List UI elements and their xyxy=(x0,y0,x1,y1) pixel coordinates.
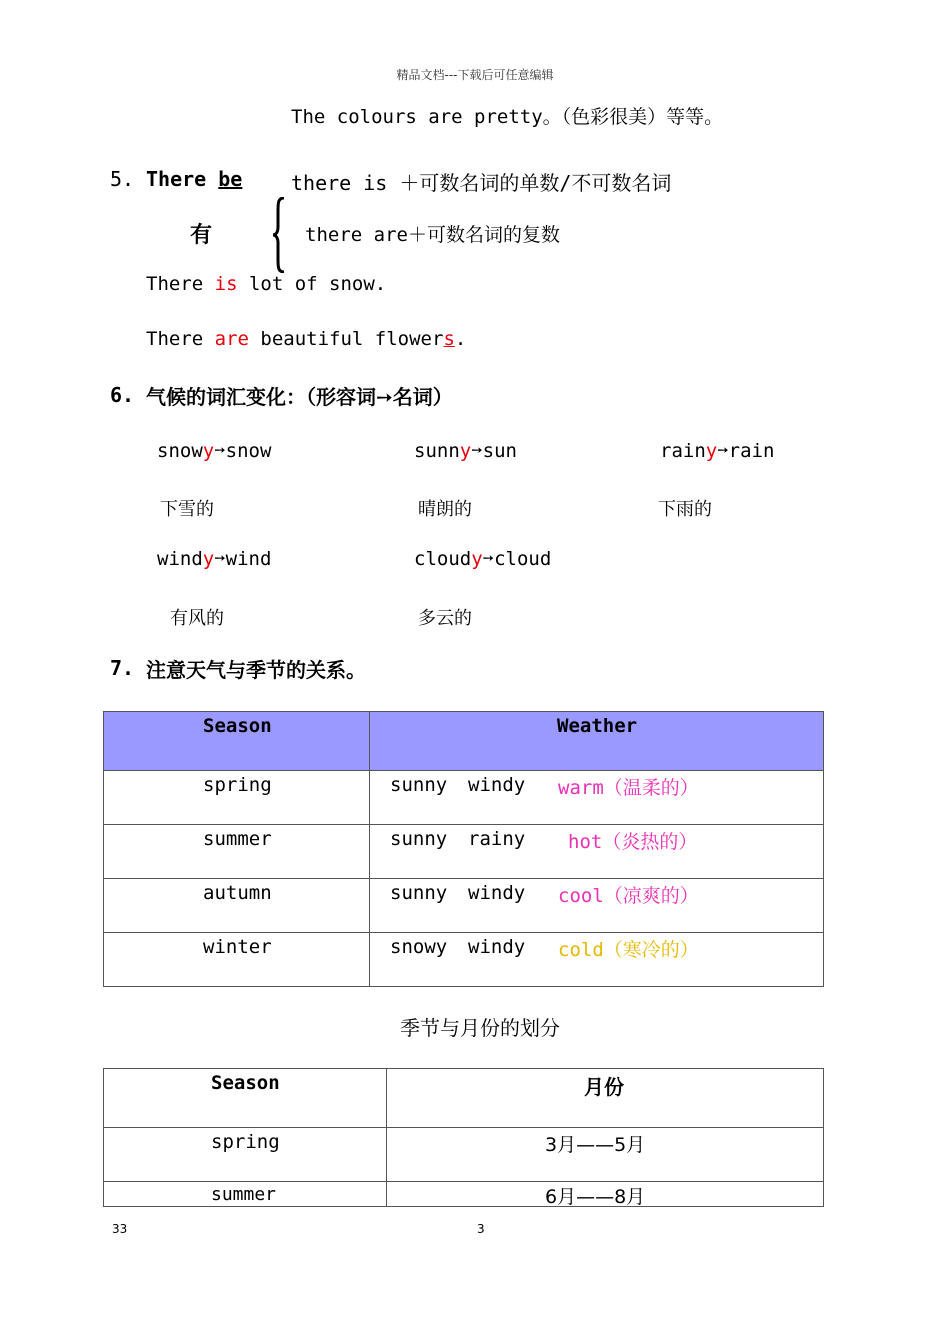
sec5-title xyxy=(146,167,242,191)
word-snowy xyxy=(157,440,271,462)
ex1-part-a: There xyxy=(146,273,215,295)
temperature-word: warm（温柔的） xyxy=(558,777,699,799)
header-label: Season xyxy=(203,715,272,737)
sec5-number: 5. xyxy=(110,167,135,191)
temperature-word: hot（炎热的） xyxy=(568,831,698,853)
word-windy xyxy=(157,548,271,570)
table-row xyxy=(104,771,824,825)
season-month-table xyxy=(103,1068,824,1207)
temperature-word: cool（凉爽的） xyxy=(558,885,699,907)
footer-page-number: 3 xyxy=(477,1222,485,1236)
temperature-word: cold（寒冷的） xyxy=(558,939,699,961)
weather-word-1: sunny xyxy=(390,828,448,850)
ex2-verb: are xyxy=(214,328,249,350)
season-name: summer xyxy=(211,1184,277,1205)
ex2-plural-s: s xyxy=(443,328,455,350)
word-rainy xyxy=(660,440,774,462)
sec7-number: 7. xyxy=(110,656,135,680)
season-name: autumn xyxy=(203,882,272,904)
arrow-icon: ➙ xyxy=(717,440,729,462)
word-suffix: y xyxy=(705,440,718,462)
header-label: Season xyxy=(211,1072,280,1094)
season-cell xyxy=(104,1182,387,1207)
footer-left: 33 xyxy=(112,1222,128,1236)
table-row xyxy=(104,825,824,879)
season-cell xyxy=(104,933,370,987)
word-cloudy xyxy=(414,548,551,570)
months-cell xyxy=(387,1128,824,1182)
page-header: 精品文档---下载后可任意编辑 xyxy=(396,68,554,82)
word-noun: snow xyxy=(225,440,272,462)
weather-cell xyxy=(370,879,824,933)
arrow-icon: ➙ xyxy=(482,548,495,570)
weather-word-2: windy xyxy=(468,882,526,904)
sec5-rule-plural: there are＋可数名词的复数 xyxy=(305,224,560,246)
season-cell xyxy=(104,771,370,825)
table-row xyxy=(104,933,824,987)
ex1-part-c: lot of snow. xyxy=(237,273,387,295)
table-row xyxy=(104,1182,824,1207)
word-noun: cloud xyxy=(494,548,552,570)
header-season xyxy=(104,712,370,771)
cn-rainy: 下雨的 xyxy=(658,499,712,520)
weather-word-2: windy xyxy=(468,936,526,958)
word-suffix: y xyxy=(202,440,215,462)
ex2-part-c: beautiful flower xyxy=(248,328,444,350)
table-header-row xyxy=(104,712,824,771)
weather-cell xyxy=(370,825,824,879)
cn-cloudy: 多云的 xyxy=(418,608,472,629)
word-stem: rain xyxy=(660,440,706,462)
table-row xyxy=(104,879,824,933)
brace-icon xyxy=(272,197,286,273)
season-cell xyxy=(104,1128,387,1182)
arrow-icon: ➙ xyxy=(214,548,226,570)
word-noun: rain xyxy=(728,440,775,462)
word-sunny xyxy=(414,440,517,462)
weather-season-table xyxy=(103,711,824,987)
ex2-part-a: There xyxy=(146,328,215,350)
sec5-title-there: There xyxy=(146,167,207,191)
word-stem: cloud xyxy=(414,548,472,570)
word-noun: wind xyxy=(225,548,272,570)
weather-word-2: windy xyxy=(468,774,526,796)
months-title: 季节与月份的划分 xyxy=(400,1016,560,1040)
intro-line: The colours are pretty。（色彩很美）等等。 xyxy=(291,106,724,128)
header-weather xyxy=(370,712,824,771)
word-noun: sun xyxy=(482,440,517,462)
months-range: 3月——5月 xyxy=(545,1134,646,1156)
sec5-example-1 xyxy=(146,273,386,295)
sec5-title-be: be xyxy=(218,167,243,191)
table-header-row xyxy=(104,1069,824,1128)
header-season xyxy=(104,1069,387,1128)
season-cell xyxy=(104,825,370,879)
word-suffix: y xyxy=(471,548,483,570)
months-range: 6月——8月 xyxy=(545,1186,646,1208)
word-stem: snow xyxy=(157,440,203,462)
word-stem: sunn xyxy=(414,440,460,462)
header-months xyxy=(387,1069,824,1128)
months-cell xyxy=(387,1182,824,1207)
weather-cell xyxy=(370,771,824,825)
weather-word-1: snowy xyxy=(390,936,448,958)
header-label: Weather xyxy=(557,715,638,737)
weather-word-1: sunny xyxy=(390,882,448,904)
season-name: winter xyxy=(203,936,272,958)
sec5-meaning: 有 xyxy=(190,223,213,248)
sec6-number: 6. xyxy=(110,383,135,407)
sec6-title: 气候的词汇变化：（形容词➙名词） xyxy=(146,385,453,409)
weather-word-1: sunny xyxy=(390,774,448,796)
word-stem: wind xyxy=(157,548,203,570)
sec5-example-2 xyxy=(146,328,466,350)
arrow-icon: ➙ xyxy=(471,440,483,462)
sec7-title: 注意天气与季节的关系。 xyxy=(146,658,366,682)
header-label: 月份 xyxy=(584,1075,624,1099)
sec5-rule-singular: there is ＋可数名词的单数/不可数名词 xyxy=(291,171,672,195)
ex1-verb: is xyxy=(214,273,238,295)
word-suffix: y xyxy=(202,548,215,570)
season-name: summer xyxy=(203,828,272,850)
season-name: spring xyxy=(203,774,272,796)
cn-windy: 有风的 xyxy=(170,608,224,629)
weather-cell xyxy=(370,933,824,987)
table-row xyxy=(104,1128,824,1182)
word-suffix: y xyxy=(459,440,472,462)
season-name: spring xyxy=(211,1131,280,1153)
cn-sunny: 晴朗的 xyxy=(418,499,472,520)
weather-word-2: rainy xyxy=(468,828,526,850)
cn-snowy: 下雪的 xyxy=(160,499,214,520)
season-cell xyxy=(104,879,370,933)
arrow-icon: ➙ xyxy=(214,440,226,462)
ex2-part-e: . xyxy=(454,328,467,350)
